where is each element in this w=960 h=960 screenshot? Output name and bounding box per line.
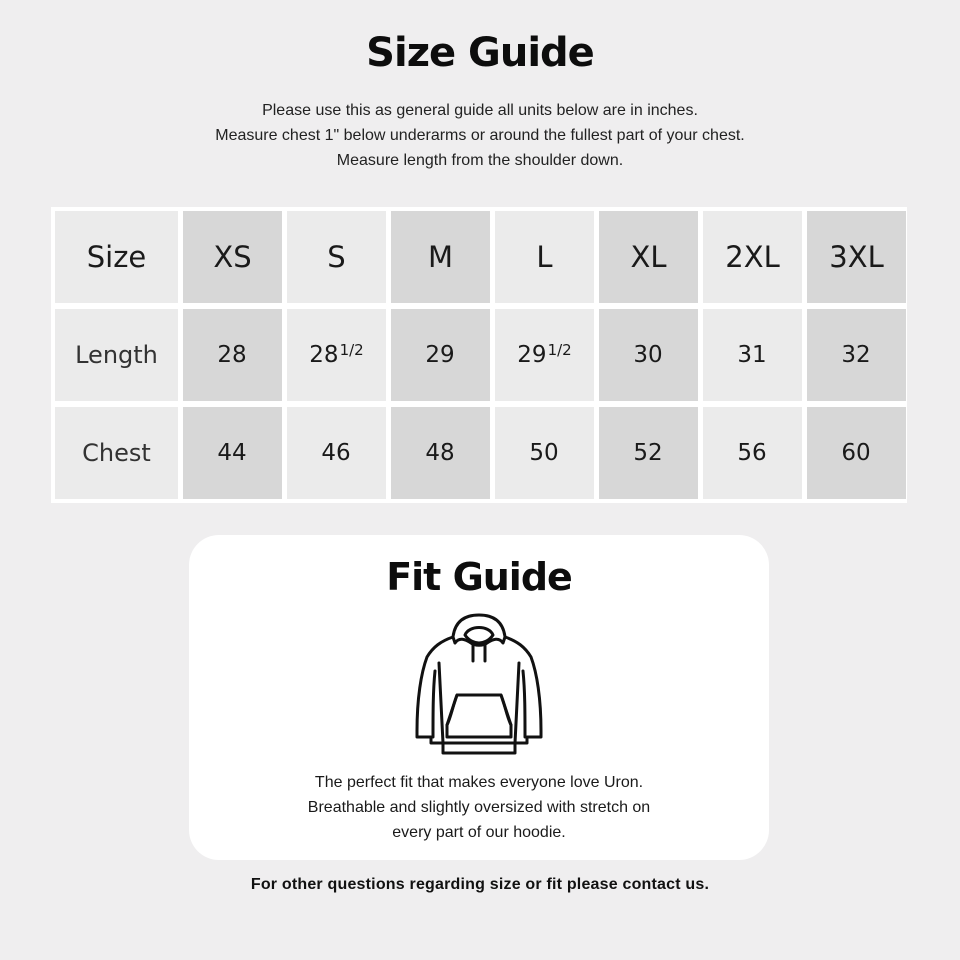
chest-cell-3xl xyxy=(807,407,906,499)
intro-line: Measure chest 1" below underarms or around the fullest part of your chest. xyxy=(215,127,745,144)
cell-value: 32 xyxy=(841,342,871,368)
cell-value: 52 xyxy=(633,440,663,466)
table-header-xs: XS xyxy=(183,211,282,303)
chest-cell-s xyxy=(287,407,386,499)
table-header-s: S xyxy=(287,211,386,303)
cell-value: 56 xyxy=(737,440,767,466)
cell-value: 44 xyxy=(217,440,247,466)
intro-line: Measure length from the shoulder down. xyxy=(336,152,624,169)
chest-cell-l xyxy=(495,407,594,499)
cell-value: 28 xyxy=(309,342,339,368)
size-guide-intro xyxy=(0,98,960,173)
chest-cell-2xl xyxy=(703,407,802,499)
cell-value: 46 xyxy=(321,440,351,466)
table-header-l: L xyxy=(495,211,594,303)
cell-value: 29 xyxy=(517,342,547,368)
fit-line: every part of our hoodie. xyxy=(392,824,566,841)
length-cell-xs xyxy=(183,309,282,401)
cell-fraction: 1/2 xyxy=(547,341,572,359)
cell-value: 31 xyxy=(737,342,767,368)
length-cell-2xl xyxy=(703,309,802,401)
size-table xyxy=(51,207,907,503)
table-header-3xl: 3XL xyxy=(807,211,906,303)
length-cell-3xl xyxy=(807,309,906,401)
intro-line: Please use this as general guide all units below are in inches. xyxy=(262,102,698,119)
table-header-2xl: 2XL xyxy=(703,211,802,303)
hoodie-icon xyxy=(413,613,545,755)
fit-line: The perfect fit that makes everyone love Uron. xyxy=(314,774,644,791)
length-cell-s xyxy=(287,309,386,401)
cell-value: 28 xyxy=(217,342,247,368)
contact-note: For other questions regarding size or fit please contact us. xyxy=(250,876,710,893)
cell-value: 29 xyxy=(425,342,455,368)
fit-guide-description xyxy=(189,770,769,845)
fit-guide-card xyxy=(189,535,769,860)
row-label-length: Length xyxy=(55,309,178,401)
size-guide-title: Size Guide xyxy=(366,30,594,76)
chest-cell-xl xyxy=(599,407,698,499)
length-cell-xl xyxy=(599,309,698,401)
chest-cell-m xyxy=(391,407,490,499)
table-header-xl: XL xyxy=(599,211,698,303)
fit-guide-title: Fit Guide xyxy=(386,555,572,599)
row-label-chest: Chest xyxy=(55,407,178,499)
length-cell-m xyxy=(391,309,490,401)
chest-cell-xs xyxy=(183,407,282,499)
cell-value: 60 xyxy=(841,440,871,466)
cell-fraction: 1/2 xyxy=(339,341,364,359)
cell-value: 48 xyxy=(425,440,455,466)
length-cell-l xyxy=(495,309,594,401)
table-header-m: M xyxy=(391,211,490,303)
table-header-size: Size xyxy=(55,211,178,303)
cell-value: 30 xyxy=(633,342,663,368)
cell-value: 50 xyxy=(529,440,559,466)
fit-line: Breathable and slightly oversized with stretch on xyxy=(307,799,651,816)
